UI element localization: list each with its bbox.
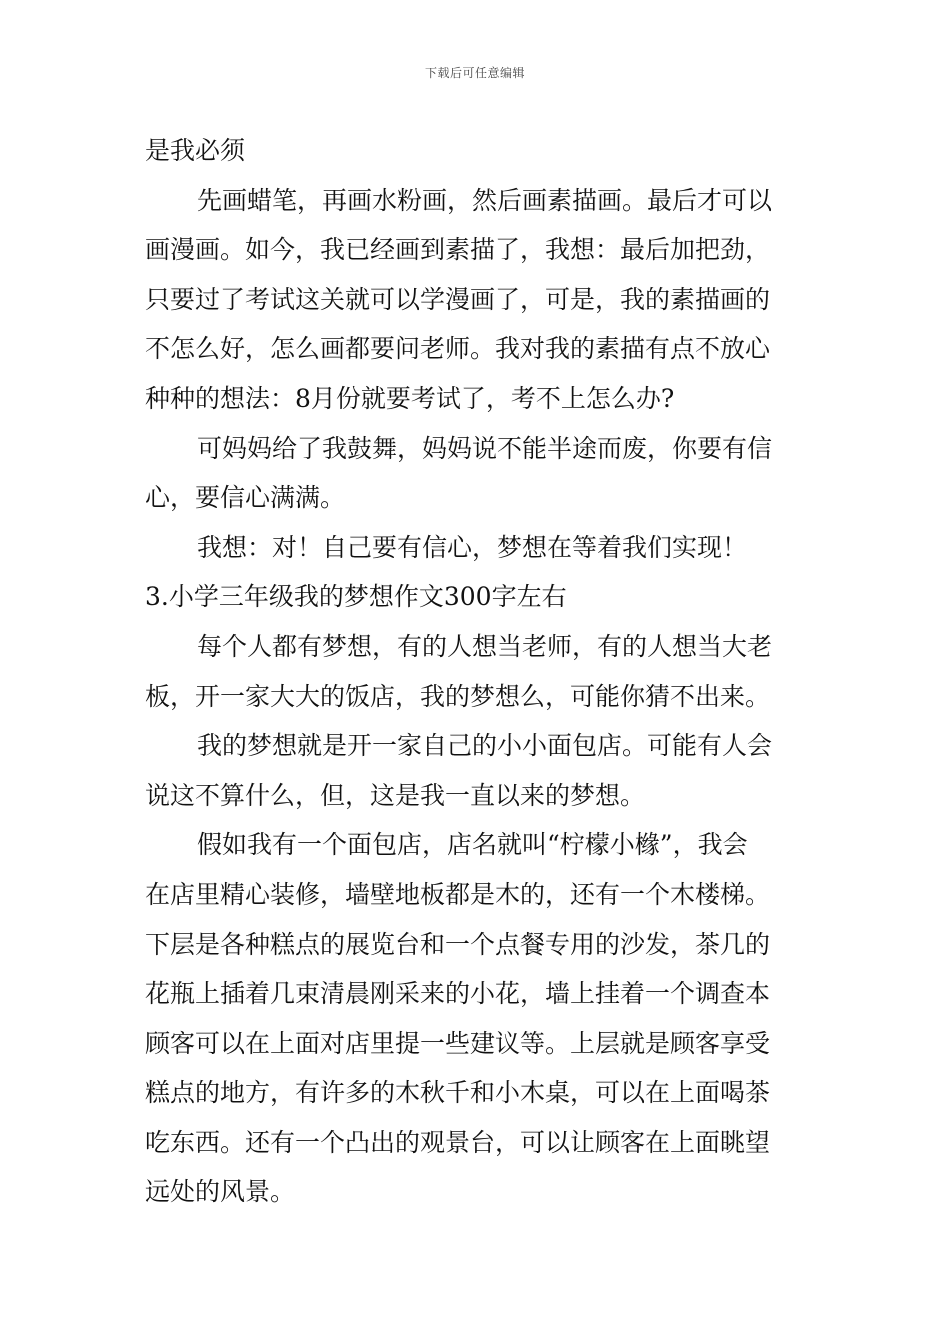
text-line: 我想：对！自己要有信心，梦想在等着我们实现！ — [197, 532, 748, 562]
text-line: 下层是各种糕点的展览台和一个点餐专用的沙发，茶几的 — [145, 929, 771, 959]
text-line: 远处的风景。 — [145, 1177, 296, 1207]
body-text — [145, 126, 825, 1217]
text-line: 说这不算什么，但，这是我一直以来的梦想。 — [145, 780, 646, 810]
text-line: 只要过了考试这关就可以学漫画了，可是，我的素描画的 — [145, 284, 771, 314]
text-line: 假如我有一个面包店，店名就叫“柠檬小橼”，我会 — [197, 830, 748, 860]
text-line: 不怎么好，怎么画都要问老师。我对我的素描有点不放心 — [145, 334, 771, 364]
text-line: 我的梦想就是开一家自己的小小面包店。可能有人会 — [197, 731, 773, 761]
page-header: 下载后可任意编辑 — [424, 66, 525, 80]
text-line: 花瓶上插着几束清晨刚采来的小花，墙上挂着一个调查本 — [145, 979, 771, 1009]
text-line: 是我必须 — [145, 136, 246, 165]
text-line: 可妈妈给了我鼓舞，妈妈说不能半途而废，你要有信 — [197, 433, 773, 463]
text-line: 顾客可以在上面对店里提一些建议等。上层就是顾客享受 — [145, 1028, 771, 1058]
text-line: 吃东西。还有一个凸出的观景台，可以让顾客在上面眺望 — [145, 1127, 771, 1157]
section-heading: 3.小学三年级我的梦想作文300字左右 — [145, 582, 567, 612]
text-line: 种种的想法：8月份就要考试了，考不上怎么办? — [145, 383, 675, 413]
text-line: 先画蜡笔，再画水粉画，然后画素描画。最后才可以 — [197, 185, 773, 215]
text-line: 每个人都有梦想，有的人想当老师，有的人想当大老 — [197, 631, 773, 661]
text-line: 板，开一家大大的饭店，我的梦想么，可能你猜不出来。 — [145, 681, 771, 711]
text-line: 在店里精心装修，墙壁地板都是木的，还有一个木楼梯。 — [145, 879, 771, 909]
text-line: 画漫画。如今，我已经画到素描了，我想：最后加把劲， — [145, 235, 771, 265]
text-line: 糕点的地方，有许多的木秋千和小木桌，可以在上面喝茶 — [145, 1078, 771, 1108]
text-line: 心，要信心满满。 — [145, 483, 346, 513]
